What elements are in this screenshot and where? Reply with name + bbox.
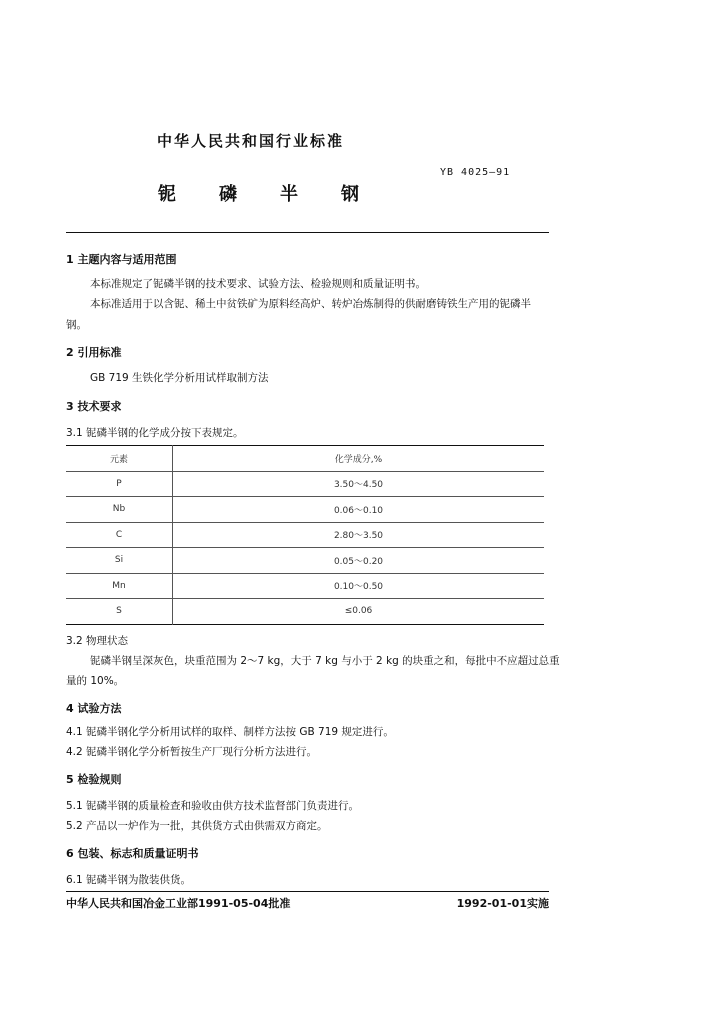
table-cell-value: 0.10～0.50 [173,573,545,599]
title-char: 钢 [341,184,359,205]
section-3-2-paragraph: 铌磷半钢呈深灰色，块重范围为 2～7 kg，大于 7 kg 与小于 2 kg 的块重之和，每批中不应超过总重 [90,655,560,667]
section-4-2-text: 4.2 铌磷半钢化学分析暂按生产厂现行分析方法进行。 [66,746,318,758]
table-cell-value: 2.80～3.50 [173,522,545,548]
document-title [158,180,402,206]
section-3-heading: 3 技术要求 [66,400,122,413]
title-char: 半 [280,184,298,205]
section-3-2-paragraph-cont: 量的 10%。 [66,675,125,687]
table-cell-value: 0.05～0.20 [173,548,545,574]
table-cell-element: Nb [66,497,173,523]
table-header-composition: 化学成分,% [173,446,545,472]
table-row [66,522,544,548]
table-row [66,599,544,625]
table-header-row [66,446,544,472]
table-cell-element: S [66,599,173,625]
section-5-2-text: 5.2 产品以一炉作为一批，其供货方式由供需双方商定。 [66,820,328,832]
section-5-1-text: 5.1 铌磷半钢的质量检查和验收由供方技术监督部门负责进行。 [66,800,360,812]
table-cell-value: ≤0.06 [344,606,373,617]
section-4-1-text: 4.1 铌磷半钢化学分析用试样的取样、制样方法按 GB 719 规定进行。 [66,726,394,738]
effective-date: 1992-01-01实施 [456,897,549,910]
table-cell-element: Si [66,548,173,574]
section-1-heading: 1 主题内容与适用范围 [66,253,177,266]
table-header-element: 元素 [66,446,173,472]
section-6-heading: 6 包装、标志和质量证明书 [66,847,199,860]
table-cell-element: P [66,471,173,497]
section-3-1-text: 3.1 铌磷半钢的化学成分按下表规定。 [66,427,244,439]
section-1-paragraph-2-cont: 钢。 [66,319,87,331]
section-5-heading: 5 检验规则 [66,773,122,786]
table-row [66,548,544,574]
chemical-composition-table [66,445,544,625]
standard-type-heading: 中华人民共和国行业标准 [157,132,345,150]
table-row [66,497,544,523]
table-row [66,573,544,599]
section-1-paragraph-2: 本标准适用于以含铌、稀土中贫铁矿为原料经高炉、转炉冶炼制得的供耐磨铸铁生产用的铌磷半 [90,298,531,310]
table-cell-element: Mn [66,573,173,599]
section-2-heading: 2 引用标准 [66,346,122,359]
title-char: 磷 [219,184,237,205]
section-6-1-text: 6.1 铌磷半钢为散装供货。 [66,874,192,886]
table-row [66,471,544,497]
approval-statement: 中华人民共和国冶金工业部1991-05-04批准 [66,897,291,910]
section-2-reference: GB 719 生铁化学分析用试样取制方法 [90,372,269,384]
title-char: 铌 [158,184,176,205]
header-divider [66,232,549,233]
standard-code: YB 4025—91 [440,167,511,178]
section-3-2-heading: 3.2 物理状态 [66,635,129,647]
section-4-heading: 4 试验方法 [66,702,122,715]
section-1-paragraph-1: 本标准规定了铌磷半钢的技术要求、试验方法、检验规则和质量证明书。 [90,278,426,290]
footer-divider [66,891,549,892]
table-cell-value: 3.50～4.50 [173,471,545,497]
table-cell-value: 0.06～0.10 [173,497,545,523]
table-cell-element: C [66,522,173,548]
